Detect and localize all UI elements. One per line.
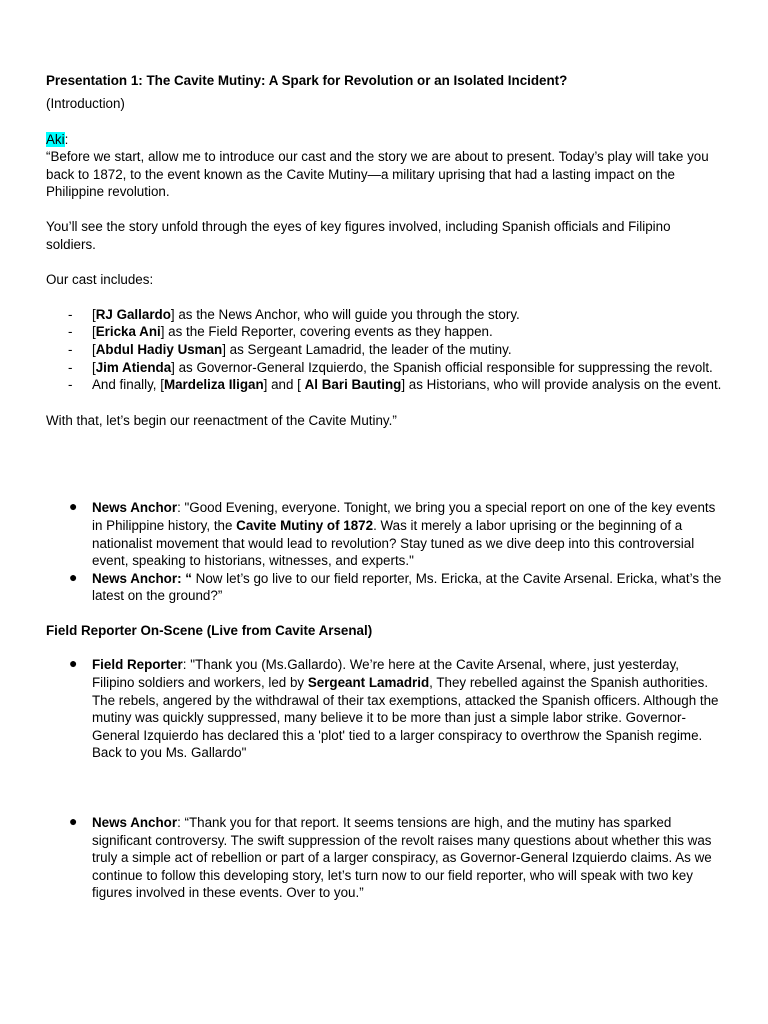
aki-paragraph-1: “Before we start, allow me to introduce our cast and the story we are about to present. Today’s play will take you back to 1872, to the event known as the Cavite Mutiny—a military uprising that had a lasting impact on the Philippine revolution. xyxy=(46,149,709,200)
dialogue-item xyxy=(46,570,722,605)
field-reporter-heading: Field Reporter On-Scene (Live from Cavite Arsenal) xyxy=(46,622,373,638)
anchor-opening-list xyxy=(46,499,722,605)
dialogue-text: Now let’s go live to our field reporter, Ms. Ericka, at the Cavite Arsenal. Ericka, what’s the latest on the ground?” xyxy=(92,570,722,604)
document-page xyxy=(46,71,722,902)
dialogue-text: : "Good Evening, everyone. Tonight, we bring you a special report on one of the key events in Philippine history, the xyxy=(92,500,716,533)
dialogue-text: : "Thank you (Ms.Gallardo). We’re here at the Cavite Arsenal, where, just yesterday, Filipino soldiers and workers, led by xyxy=(92,657,679,691)
cast-item xyxy=(46,359,722,377)
dialogue-bold: Cavite Mutiny of 1872 xyxy=(236,517,374,533)
cast-pre: [ xyxy=(92,341,96,357)
dash-marker: - xyxy=(68,341,73,357)
anchor-followup-list xyxy=(46,814,722,902)
cast-name: Mardeliza Iligan xyxy=(163,377,264,393)
cast-item xyxy=(46,306,722,324)
cast-role: ] as the Field Reporter, covering events as they happen. xyxy=(160,324,493,340)
cast-role: ] as Sergeant Lamadrid, the leader of the mutiny. xyxy=(222,341,512,357)
intro-label: (Introduction) xyxy=(46,96,125,111)
cast-pre: [ xyxy=(92,306,96,322)
cast-role: ] as Governor-General Izquierdo, the Spanish official responsible for suppressing the revolt. xyxy=(171,359,713,375)
bullet-marker: ● xyxy=(69,498,78,515)
dialogue-text: : “Thank you for that report. It seems tensions are high, and the mutiny has sparked significant controversy. The swift suppression of the revolt raises many questions about whether this was truly a simple act of rebellion or part of a larger conspiracy, as Governor-General Izquierdo claims. As we continue to follow this developing story, let’s turn now to our field reporter, who will speak with two key figures involved in these events. Over to you.” xyxy=(92,815,712,901)
aki-speaker-line xyxy=(46,131,722,149)
aki-name-highlight: Aki xyxy=(46,131,65,147)
cast-name: Jim Atienda xyxy=(95,359,172,375)
cast-item xyxy=(46,376,722,394)
cast-pre: [ xyxy=(92,324,96,340)
cast-name: RJ Gallardo xyxy=(95,306,171,322)
cast-role: ] as Historians, who will provide analysis on the event. xyxy=(401,377,722,393)
dialogue-item xyxy=(46,499,722,569)
speaker-name: Field Reporter xyxy=(92,657,183,673)
dialogue-text: . Was it merely a labor uprising or the beginning of a nationalist movement that would lead to revolution? Stay tuned as we dive deep into this controversial event, speaking to historians, witnesses, and experts." xyxy=(92,517,695,569)
reporter-list xyxy=(46,656,722,762)
speaker-name: News Anchor xyxy=(92,815,178,831)
cast-intro: Our cast includes: xyxy=(46,272,154,288)
cast-item xyxy=(46,323,722,341)
aki-colon: : xyxy=(64,131,69,147)
dash-marker: - xyxy=(68,324,73,340)
aki-paragraph-2: You’ll see the story unfold through the eyes of key figures involved, including Spanish officials and Filipino soldiers. xyxy=(46,218,671,252)
cast-list xyxy=(46,306,722,394)
dash-marker: - xyxy=(68,377,73,393)
bullet-marker: ● xyxy=(69,568,78,585)
cast-pre: And finally, [ xyxy=(92,377,164,393)
cast-mid: ] and [ xyxy=(263,377,305,393)
dialogue-item xyxy=(46,814,722,902)
cast-name: Ericka Ani xyxy=(95,324,161,340)
cast-item xyxy=(46,341,722,359)
cast-role: ] as the News Anchor, who will guide you through the story. xyxy=(170,306,520,322)
bullet-marker: ● xyxy=(69,813,78,830)
dialogue-text: , They rebelled against the Spanish authorities. The rebels, angered by the withdrawal of their tax exemptions, attacked the Spanish officers. Although the mutiny was quickly suppressed, many believe it to be more than just a simple labor strike. Governor-General Izquierdo has declared this a 'plot' tied to a larger conspiracy to overthrow the Spanish regime. Back to you Ms. Gallardo" xyxy=(92,675,719,761)
dialogue-item xyxy=(46,656,722,762)
cast-name: Abdul Hadiy Usman xyxy=(95,341,223,357)
speaker-name: News Anchor: “ xyxy=(92,570,192,586)
bullet-marker: ● xyxy=(69,655,78,672)
dash-marker: - xyxy=(68,359,73,375)
presentation-title: Presentation 1: The Cavite Mutiny: A Spark for Revolution or an Isolated Incident? xyxy=(46,73,568,88)
speaker-name: News Anchor xyxy=(92,500,178,516)
dash-marker: - xyxy=(68,306,73,322)
aki-closing: With that, let’s begin our reenactment of the Cavite Mutiny.” xyxy=(46,412,397,428)
cast-name: Al Bari Bauting xyxy=(304,377,402,393)
cast-pre: [ xyxy=(92,359,96,375)
dialogue-bold: Sergeant Lamadrid xyxy=(307,675,430,691)
